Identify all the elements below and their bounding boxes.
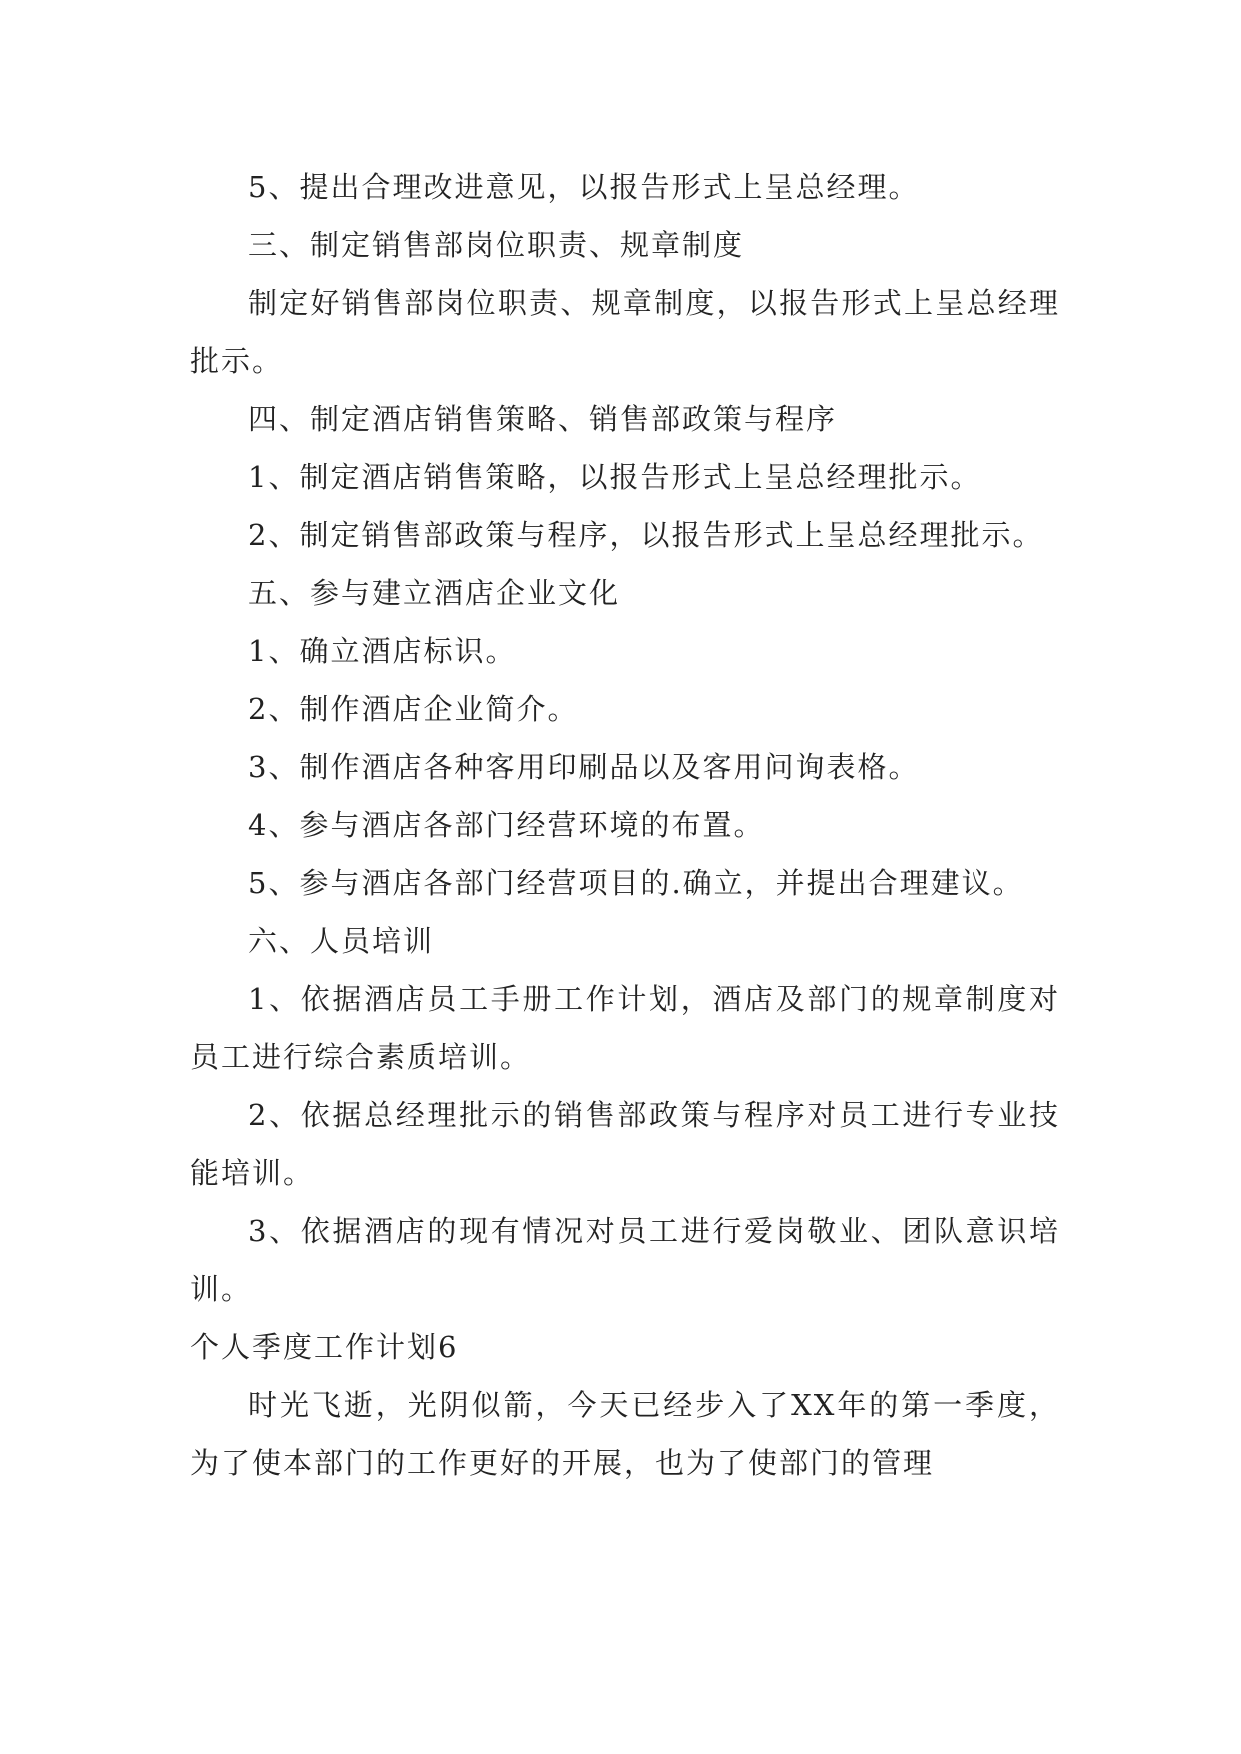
section-heading: 六、人员培训 bbox=[248, 924, 435, 958]
section-heading: 四、制定酒店销售策略、销售部政策与程序 bbox=[248, 402, 838, 436]
paragraph: 2、制作酒店企业简介。 bbox=[248, 692, 579, 726]
paragraph: 3、制作酒店各种客用印刷品以及客用问询表格。 bbox=[248, 750, 920, 784]
paragraph: 2、制定销售部政策与程序，以报告形式上呈总经理批示。 bbox=[248, 518, 1044, 552]
paragraph: 1、制定酒店销售策略，以报告形式上呈总经理批示。 bbox=[248, 460, 982, 494]
document-body bbox=[190, 158, 1060, 1492]
paragraph: 5、参与酒店各部门经营项目的.确立，并提出合理建议。 bbox=[248, 866, 1024, 900]
paragraph: 2、依据总经理批示的销售部政策与程序对员工进行专业技能培训。 bbox=[190, 1098, 1060, 1190]
paragraph: 3、依据酒店的现有情况对员工进行爱岗敬业、团队意识培训。 bbox=[190, 1214, 1060, 1306]
section-heading: 三、制定销售部岗位职责、规章制度 bbox=[248, 228, 745, 262]
section-heading: 五、参与建立酒店企业文化 bbox=[248, 576, 621, 610]
paragraph: 制定好销售部岗位职责、规章制度，以报告形式上呈总经理批示。 bbox=[190, 286, 1060, 378]
paragraph: 5、提出合理改进意见，以报告形式上呈总经理。 bbox=[248, 170, 920, 204]
paragraph: 时光飞逝，光阴似箭，今天已经步入了XX年的第一季度，为了使本部门的工作更好的开展，也为了使部门的管理 bbox=[190, 1388, 1060, 1480]
paragraph: 1、依据酒店员工手册工作计划，酒店及部门的规章制度对员工进行综合素质培训。 bbox=[190, 982, 1060, 1074]
paragraph: 4、参与酒店各部门经营环境的布置。 bbox=[248, 808, 765, 842]
plan-title: 个人季度工作计划6 bbox=[190, 1330, 459, 1364]
paragraph: 1、确立酒店标识。 bbox=[248, 634, 517, 668]
